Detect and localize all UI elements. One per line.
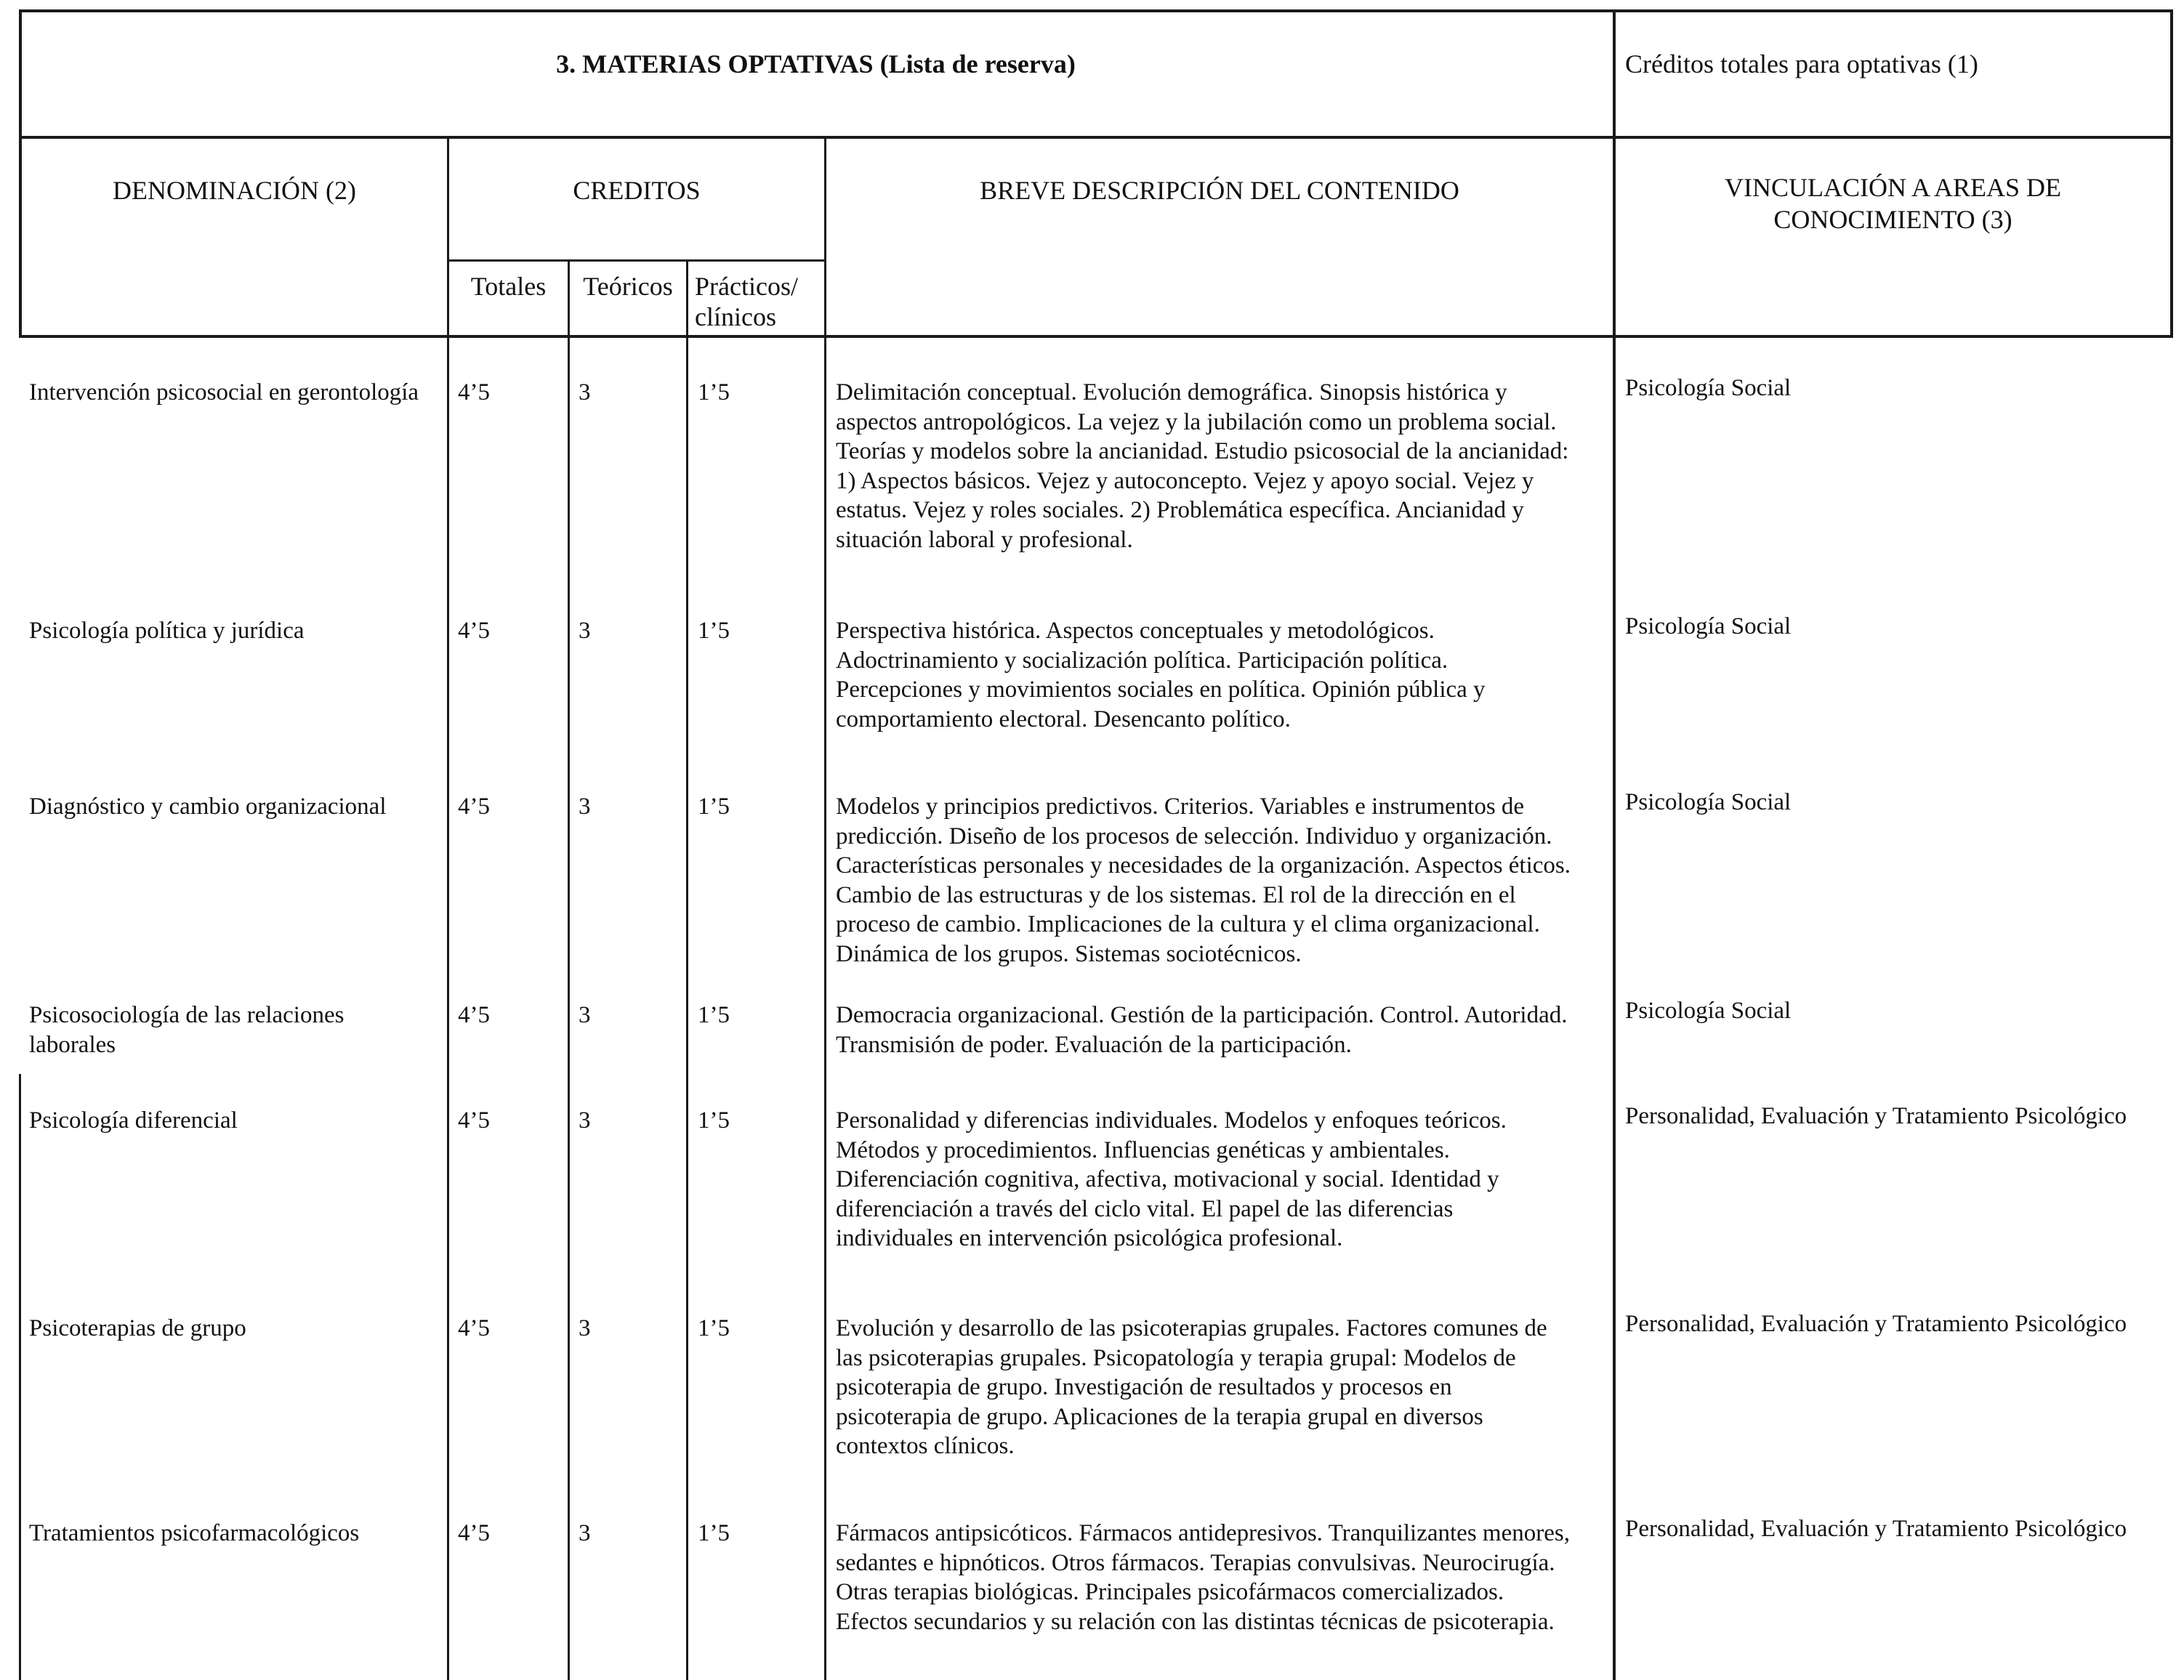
description-line: Fármacos antipsicóticos. Fármacos antidepresivos. Tranquilizantes menores, bbox=[836, 1520, 1570, 1546]
credits-teoricos: 3 bbox=[579, 1107, 591, 1134]
knowledge-area: Personalidad, Evaluación y Tratamiento Psicológico bbox=[1625, 1311, 2127, 1337]
description-line: estatus. Vejez y roles sociales. 2) Problemática específica. Ancianidad y bbox=[836, 497, 1524, 523]
section-title: 3. MATERIAS OPTATIVAS (Lista de reserva) bbox=[556, 49, 1076, 78]
rule-practicos-col bbox=[686, 260, 688, 1680]
credits-teoricos: 3 bbox=[579, 379, 591, 405]
subject-name: Intervención psicosocial en gerontología bbox=[29, 379, 419, 405]
description-line: las psicoterapias grupales. Psicopatología y terapia grupal: Modelos de bbox=[836, 1344, 1516, 1371]
credits-teoricos: 3 bbox=[579, 1315, 591, 1341]
description-line: situación laboral y profesional. bbox=[836, 526, 1133, 553]
rule-desc-col bbox=[824, 137, 826, 1680]
credits-teoricos: 3 bbox=[579, 618, 591, 644]
description-line: psicoterapia de grupo. Investigación de resultados y procesos en bbox=[836, 1374, 1452, 1400]
description-line: proceso de cambio. Implicaciones de la cultura y el clima organizacional. bbox=[836, 911, 1540, 937]
knowledge-area: Personalidad, Evaluación y Tratamiento Psicológico bbox=[1625, 1103, 2127, 1129]
credits-totales: 4’5 bbox=[458, 1315, 490, 1341]
description-line: diferenciación a través del ciclo vital. El papel de las diferencias bbox=[836, 1195, 1454, 1222]
knowledge-area: Psicología Social bbox=[1625, 998, 1792, 1024]
subject-name: Tratamientos psicofarmacológicos bbox=[29, 1520, 360, 1546]
knowledge-area: Psicología Social bbox=[1625, 613, 1792, 639]
description-line: Teorías y modelos sobre la ancianidad. Estudio psicosocial de la ancianidad: bbox=[836, 438, 1569, 464]
subject-name: Psicología política y jurídica bbox=[29, 618, 305, 644]
credits-totales: 4’5 bbox=[458, 379, 490, 405]
credits-practicos: 1’5 bbox=[698, 1002, 730, 1028]
description-line: Métodos y procedimientos. Influencias genéticas y ambientales. bbox=[836, 1136, 1450, 1163]
description-line: Cambio de las estructuras y de los sistemas. El rol de la dirección en el bbox=[836, 881, 1516, 908]
description-line: Delimitación conceptual. Evolución demográfica. Sinopsis histórica y bbox=[836, 379, 1507, 405]
rule-area-col bbox=[1613, 9, 1616, 1680]
rule-columns-bottom bbox=[19, 335, 2173, 338]
description-line: predicción. Diseño de los procesos de selección. Individuo y organización. bbox=[836, 823, 1552, 849]
subject-name: Diagnóstico y cambio organizacional bbox=[29, 793, 387, 820]
col-denominacion: DENOMINACIÓN (2) bbox=[113, 176, 356, 205]
knowledge-area: Psicología Social bbox=[1625, 375, 1792, 401]
rule-name-col bbox=[447, 137, 449, 1680]
description-line: Evolución y desarrollo de las psicoterapias grupales. Factores comunes de bbox=[836, 1315, 1547, 1341]
rule-teoricos-col bbox=[568, 260, 570, 1680]
col-teoricos: Teóricos bbox=[583, 272, 673, 301]
credits-totales: 4’5 bbox=[458, 793, 490, 820]
credits-practicos: 1’5 bbox=[698, 1520, 730, 1546]
subject-name: Psicoterapias de grupo bbox=[29, 1315, 246, 1341]
knowledge-area: Psicología Social bbox=[1625, 789, 1792, 815]
description-line: Diferenciación cognitiva, afectiva, motivacional y social. Identidad y bbox=[836, 1166, 1499, 1192]
col-descripcion: BREVE DESCRIPCIÓN DEL CONTENIDO bbox=[980, 176, 1459, 205]
credits-practicos: 1’5 bbox=[698, 793, 730, 820]
description-line: Democracia organizacional. Gestión de la participación. Control. Autoridad. bbox=[836, 1002, 1568, 1028]
rule-right bbox=[2170, 9, 2173, 338]
credits-totales: 4’5 bbox=[458, 1107, 490, 1134]
credits-practicos: 1’5 bbox=[698, 1315, 730, 1341]
rule-top bbox=[19, 9, 2173, 12]
rule-left-lower bbox=[19, 1074, 21, 1680]
credits-practicos: 1’5 bbox=[698, 379, 730, 405]
knowledge-area: Personalidad, Evaluación y Tratamiento Psicológico bbox=[1625, 1516, 2127, 1542]
description-line: Dinámica de los grupos. Sistemas sociotécnicos. bbox=[836, 940, 1302, 967]
description-line: Personalidad y diferencias individuales. Modelos y enfoques teóricos. bbox=[836, 1107, 1507, 1134]
col-vinculacion-line2: CONOCIMIENTO (3) bbox=[1773, 205, 2012, 234]
description-line: Otras terapias biológicas. Principales psicofármacos comercializados. bbox=[836, 1579, 1504, 1605]
col-practicos-line2: clínicos bbox=[695, 302, 776, 331]
description-line: Percepciones y movimientos sociales en política. Opinión pública y bbox=[836, 677, 1486, 703]
credits-total-label: Créditos totales para optativas (1) bbox=[1625, 49, 1978, 78]
subject-name: laborales bbox=[29, 1032, 116, 1058]
credits-totales: 4’5 bbox=[458, 618, 490, 644]
description-line: sedantes e hipnóticos. Otros fármacos. Terapias convulsivas. Neurocirugía. bbox=[836, 1549, 1555, 1576]
description-line: comportamiento electoral. Desencanto político. bbox=[836, 706, 1291, 732]
description-line: 1) Aspectos básicos. Vejez y autoconcepto. Vejez y apoyo social. Vejez y bbox=[836, 467, 1534, 494]
col-creditos: CREDITOS bbox=[573, 176, 701, 205]
description-line: Efectos secundarios y su relación con las distintas técnicas de psicoterapia. bbox=[836, 1608, 1555, 1635]
description-line: Adoctrinamiento y socialización política. Participación política. bbox=[836, 647, 1448, 674]
credits-totales: 4’5 bbox=[458, 1002, 490, 1028]
credits-practicos: 1’5 bbox=[698, 1107, 730, 1134]
rule-header bbox=[19, 136, 2173, 139]
description-line: aspectos antropológicos. La vejez y la jubilación como un problema social. bbox=[836, 408, 1557, 435]
rule-subheader bbox=[448, 259, 826, 262]
credits-teoricos: 3 bbox=[579, 1002, 591, 1028]
description-line: contextos clínicos. bbox=[836, 1433, 1015, 1459]
credits-teoricos: 3 bbox=[579, 1520, 591, 1546]
description-line: Transmisión de poder. Evaluación de la participación. bbox=[836, 1031, 1352, 1058]
description-line: Modelos y principios predictivos. Criterios. Variables e instrumentos de bbox=[836, 793, 1525, 820]
description-line: individuales en intervención psicológica profesional. bbox=[836, 1225, 1343, 1251]
description-line: Características personales y necesidades de la organización. Aspectos éticos. bbox=[836, 852, 1571, 879]
description-line: psicoterapia de grupo. Aplicaciones de la terapia grupal en diversos bbox=[836, 1403, 1483, 1430]
col-practicos-line1: Prácticos/ bbox=[695, 272, 798, 301]
credits-practicos: 1’5 bbox=[698, 618, 730, 644]
col-totales: Totales bbox=[470, 272, 547, 301]
col-vinculacion-line1: VINCULACIÓN A AREAS DE bbox=[1724, 173, 2062, 202]
description-line: Perspectiva histórica. Aspectos conceptuales y metodológicos. bbox=[836, 618, 1435, 644]
subject-name: Psicología diferencial bbox=[29, 1107, 238, 1134]
subject-name: Psicosociología de las relaciones bbox=[29, 1002, 344, 1028]
credits-totales: 4’5 bbox=[458, 1520, 490, 1546]
credits-teoricos: 3 bbox=[579, 793, 591, 820]
